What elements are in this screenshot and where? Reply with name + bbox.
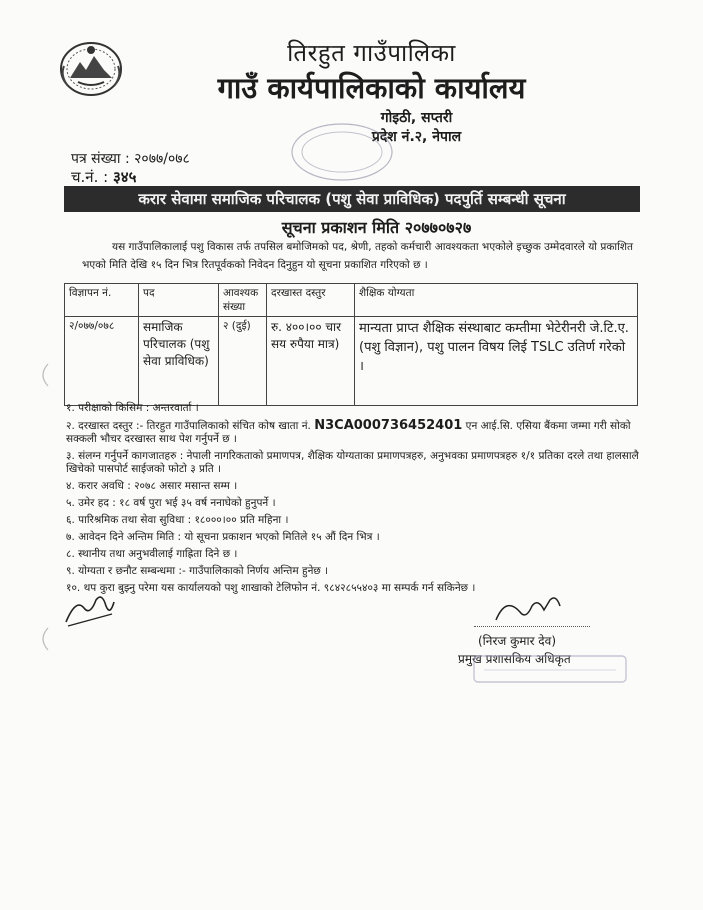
dispatch-label: च.नं. : (71, 168, 113, 186)
table-row (65, 317, 638, 406)
officer-signature-icon (486, 590, 576, 630)
header-fee: दरखास्त दस्तुर (267, 284, 355, 317)
notes-list (66, 402, 656, 599)
address-line-1: गोइठी, सप्तरी (380, 110, 453, 126)
header-post: पद (139, 284, 219, 317)
signature-line (474, 626, 590, 627)
cell-count: २ (दुई) (219, 317, 267, 406)
note-item: ५. उमेर हद : १८ वर्ष पुरा भई ३५ वर्ष ननाघेको हुनुपर्ने । (66, 497, 276, 509)
address-line-2: प्रदेश नं.२, नेपाल (371, 129, 462, 145)
notice-banner: करार सेवामा समाजिक परिचालक (पशु सेवा प्राविधिक) पदपुर्ति सम्बन्धी सूचना (64, 186, 640, 212)
office-stamp-icon (280, 114, 400, 186)
dispatch-number (71, 167, 136, 187)
note-item: ४. करार अवधि : २०७८ असार मसान्त सम्म । (66, 480, 238, 492)
cell-post: समाजिक परिचालक (पशु सेवा प्राविधिक) (139, 317, 219, 406)
cell-fee: रु. ४००।०० चार सय रुपैया मात्र) (267, 317, 355, 406)
table-header-row (65, 284, 638, 317)
note-item: १. परीक्षाको किसिम : अन्तरवार्ता । (66, 402, 199, 414)
note-fee-text-end: एन आई.सि. एसिया बैंकमा जम्मा गरी सोको सक्कली भौचर दरखास्त साथ पेश गर्नुपर्ने छ । (66, 420, 631, 445)
cell-ad-no: २/०७७/०७८ (65, 317, 139, 406)
intro-paragraph: यस गाउँपालिकालाई पशु विकास तर्फ तपसिल बमोजिमको पद, श्रेणी, तहको कर्मचारी आवश्यकता भएकोले इच्छुक उम्मेदवारले यो प्रकाशित भएको मिति देखि १५ दिन भित्र रितपूर्वकको निवेदन दिनुहुन यो सूचना प्रकाशित गरिएको छ । (82, 241, 633, 271)
signatory-title: प्रमुख प्रशासकिय अधिकृत (458, 652, 571, 666)
official-stamp-icon (470, 640, 630, 688)
cell-qualification: मान्यता प्राप्त शैक्षिक संस्थाबाट कम्तीमा भेटेरीनरी जे.टि.ए. (पशु विज्ञान), पशु पालन विषय लिई TSLC उतिर्ण गरेको । (355, 317, 638, 406)
note-item: ६. पारिश्रमिक तथा सेवा सुविधा : १८०००।०० प्रति महिना । (66, 514, 289, 526)
left-signature-icon (62, 588, 118, 628)
scan-mark-icon (36, 362, 50, 388)
note-item: ९. योग्यता र छनौट सम्बन्धमा :- गाउँपालिकाको निर्णय अन्तिम हुनेछ । (66, 565, 329, 577)
note-item: ३. संलग्न गर्नुपर्ने कागजातहरु : नेपाली नागरिकताको प्रमाणपत्र, शैक्षिक योग्यताका प्रमाणपत्रहरु, अनुभवका प्रमाणपत्रहरु १/१ प्रतिका दरले तथा हालसालै खिचेको पासपोर्ट साईजको फोटो ३ प्रति । (66, 450, 639, 475)
note-item (66, 419, 656, 446)
signatory-name: (निरज कुमार देव) (478, 634, 557, 648)
header-ad-no: विज्ञापन नं. (65, 284, 139, 317)
office-name: गाउँ कार्यपालिकाको कार्यालय (217, 71, 526, 105)
letter-number: पत्र संख्या : २०७७/०७८ (71, 151, 190, 167)
note-item: ८. स्थानीय तथा अनुभवीलाई गाह्रिता दिने छ । (66, 548, 238, 560)
publication-date: सूचना प्रकाशन मिति २०७७०७२७ (281, 218, 472, 237)
dispatch-value: ३४५ (112, 168, 137, 186)
municipality-name: तिरहुत गाउँपालिका (287, 39, 456, 67)
note-item: १०. थप कुरा बुझ्नु परेमा यस कार्यालयको पशु शाखाको टेलिफोन नं. ९८४२८५५४०३ मा सम्पर्क गर्न सकिनेछ । (66, 582, 476, 594)
note-item: ७. आवेदन दिने अन्तिम मिति : यो सूचना प्रकाशन भएको मितिले १५ औं दिन भित्र । (66, 531, 380, 543)
scan-mark-icon (36, 626, 50, 652)
vacancy-table (64, 283, 638, 406)
note-fee-text: २. दरखास्त दस्तुर :- तिरहुत गाउँपालिकाको संचित कोष खाता नं. (66, 420, 315, 432)
header-qualification: शैक्षिक योग्यता (355, 284, 638, 317)
account-number: N3CA000736452401 (314, 418, 463, 433)
header-count: आवश्यक संख्या (219, 284, 267, 317)
